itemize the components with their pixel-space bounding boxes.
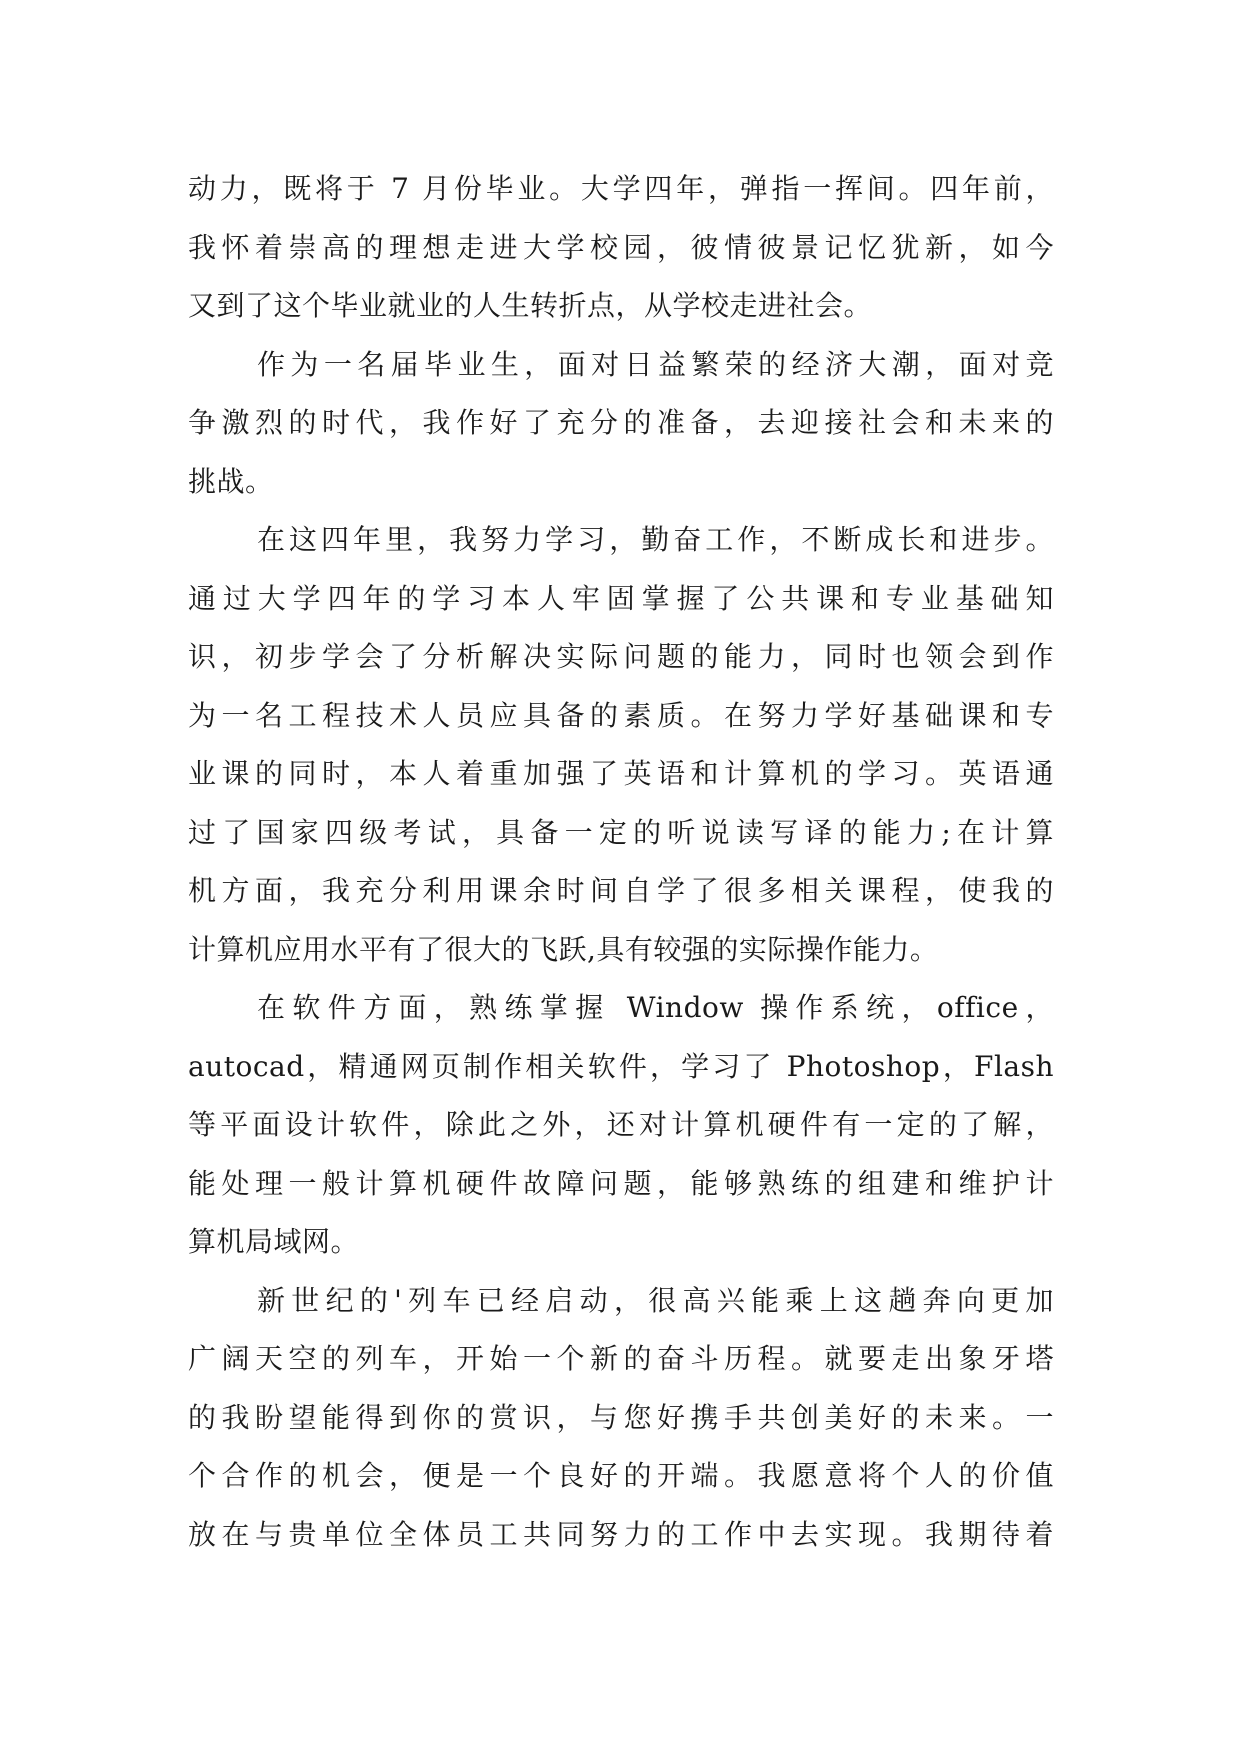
paragraph-first-line: 作为一名届毕业生，面对日益繁荣的经济大潮，面对竞 xyxy=(257,347,1054,381)
text-line: 又到了这个毕业就业的人生转折点，从学校走进社会。 xyxy=(188,289,873,322)
text-line: 等平面设计软件，除此之外，还对计算机硬件有一定的了解， xyxy=(188,1108,1054,1141)
text-line: 能处理一般计算机硬件故障问题，能够熟练的组建和维护计 xyxy=(188,1166,1054,1200)
text-line: 通过大学四年的学习本人牢固掌握了公共课和专业基础知 xyxy=(188,581,1054,615)
text-line: 挑战。 xyxy=(188,464,274,498)
text-line: 业课的同时，本人着重加强了英语和计算机的学习。英语通 xyxy=(188,757,1054,790)
text-line: 争激烈的时代，我作好了充分的准备，去迎接社会和未来的 xyxy=(188,406,1054,439)
text-line: 个合作的机会，便是一个良好的开端。我愿意将个人的价值 xyxy=(188,1459,1054,1492)
text-line: 放在与贵单位全体员工共同努力的工作中去实现。我期待着 xyxy=(188,1517,1054,1551)
text-line: 过了国家四级考试，具备一定的听说读写译的能力;在计算 xyxy=(188,815,1054,849)
text-line: 计算机应用水平有了很大的飞跃,具有较强的实际操作能力。 xyxy=(188,932,939,966)
text-line: autocad，精通网页制作相关软件，学习了 Photoshop，Flash xyxy=(188,1049,1054,1083)
paragraph-first-line: 新世纪的'列车已经启动，很高兴能乘上这趟奔向更加 xyxy=(257,1283,1054,1317)
body-text xyxy=(188,160,1054,1564)
text-line: 动力，既将于 7 月份毕业。大学四年，弹指一挥间。四年前， xyxy=(188,172,1054,205)
text-line: 为一名工程技术人员应具备的素质。在努力学好基础课和专 xyxy=(188,698,1054,732)
paragraph-first-line: 在这四年里，我努力学习，勤奋工作，不断成长和进步。 xyxy=(257,523,1054,556)
text-line: 识，初步学会了分析解决实际问题的能力，同时也领会到作 xyxy=(188,640,1054,673)
text-line: 的我盼望能得到你的赏识，与您好携手共创美好的未来。一 xyxy=(188,1400,1054,1434)
text-line: 算机局域网。 xyxy=(188,1225,360,1258)
text-line: 广阔天空的列车，开始一个新的奋斗历程。就要走出象牙塔 xyxy=(188,1342,1054,1375)
text-line: 我怀着崇高的理想走进大学校园，彼情彼景记忆犹新，如今 xyxy=(188,230,1054,264)
paragraph-first-line: 在软件方面，熟练掌握 Window 操作系统，office， xyxy=(257,991,1054,1024)
text-line: 机方面，我充分利用课余时间自学了很多相关课程，使我的 xyxy=(188,874,1054,907)
